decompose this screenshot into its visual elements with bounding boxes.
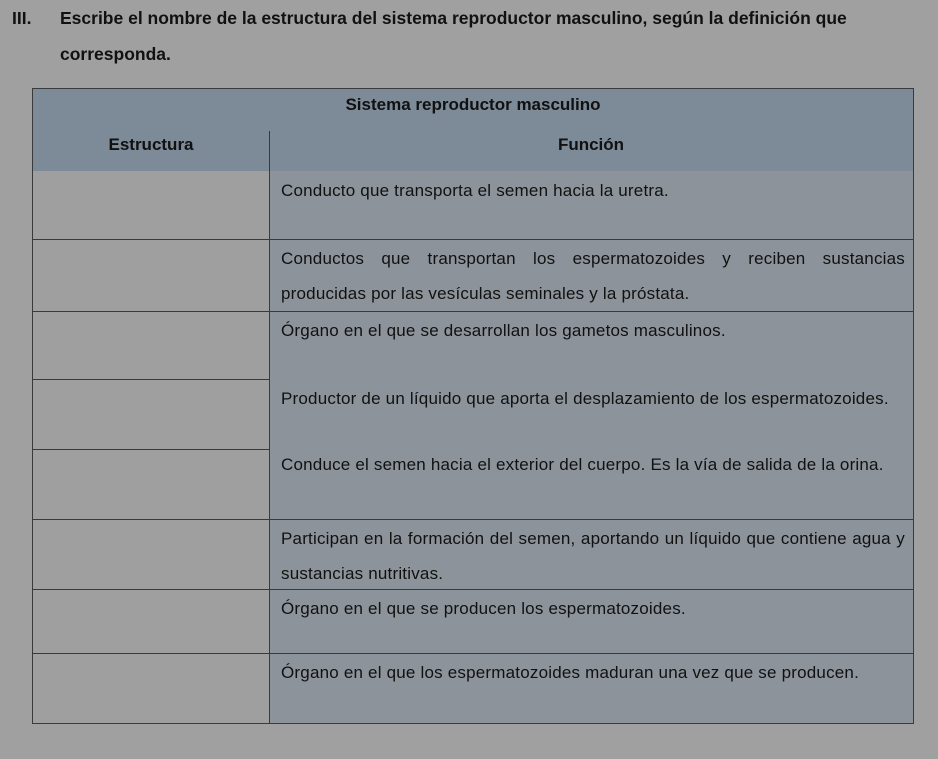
function-text: Conducto que transporta el semen hacia la uretra. bbox=[281, 181, 669, 200]
instruction-number: III. bbox=[12, 8, 32, 28]
table-row bbox=[33, 449, 913, 519]
table-title: Sistema reproductor masculino bbox=[345, 95, 601, 114]
function-text: Participan en la formación del semen, aportando un líquido que contiene agua y sustancias nutritivas. bbox=[281, 529, 905, 583]
structure-answer-cell[interactable] bbox=[33, 171, 269, 239]
reproductive-system-table bbox=[32, 88, 914, 724]
table-row bbox=[33, 311, 913, 379]
structure-answer-cell[interactable] bbox=[33, 589, 269, 653]
structure-answer-cell[interactable] bbox=[33, 311, 269, 379]
structure-answer-cell[interactable] bbox=[33, 519, 269, 589]
table-row bbox=[33, 171, 913, 239]
instruction-line-1: Escribe el nombre de la estructura del sistema reproductor masculino, según la definición que bbox=[60, 8, 847, 28]
function-text: Conduce el semen hacia el exterior del cuerpo. Es la vía de salida de la orina. bbox=[281, 455, 884, 474]
structure-answer-cell[interactable] bbox=[33, 239, 269, 311]
table-row bbox=[33, 589, 913, 653]
function-text: Órgano en el que se producen los espermatozoides. bbox=[281, 599, 686, 618]
column-header-funcion: Función bbox=[557, 135, 625, 154]
table-header bbox=[33, 89, 913, 171]
function-text: Órgano en el que los espermatozoides maduran una vez que se producen. bbox=[281, 663, 859, 682]
function-text: Productor de un líquido que aporta el desplazamiento de los espermatozoides. bbox=[281, 389, 889, 408]
structure-answer-cell[interactable] bbox=[33, 379, 269, 449]
column-header-estructura: Estructura bbox=[108, 135, 194, 154]
structure-answer-cell[interactable] bbox=[33, 449, 269, 519]
table-row bbox=[33, 519, 913, 589]
table-body bbox=[33, 171, 913, 723]
table-row bbox=[33, 653, 913, 723]
instruction-text bbox=[12, 0, 928, 72]
function-text: Órgano en el que se desarrollan los gametos masculinos. bbox=[281, 321, 726, 340]
table-row bbox=[33, 379, 913, 449]
header-divider bbox=[269, 131, 270, 171]
structure-answer-cell[interactable] bbox=[33, 653, 269, 723]
instruction-line-2: corresponda. bbox=[60, 44, 171, 64]
table-row bbox=[33, 239, 913, 311]
function-text: Conductos que transportan los espermatozoides y reciben sustancias producidas por las vesículas seminales y la próstata. bbox=[281, 249, 905, 303]
